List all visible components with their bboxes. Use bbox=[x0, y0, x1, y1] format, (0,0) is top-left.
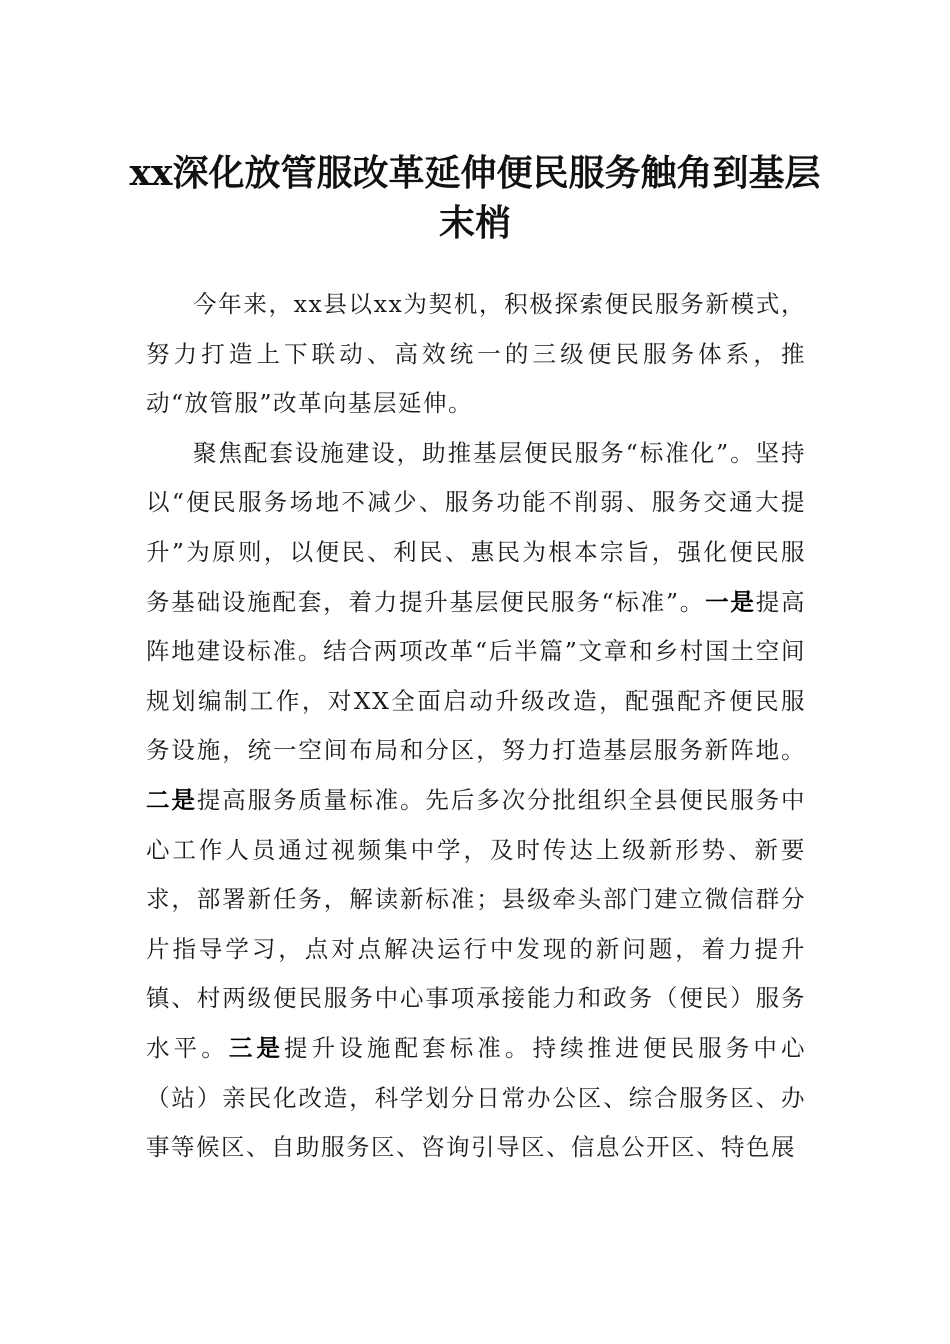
paragraph-standardization bbox=[146, 429, 806, 1173]
document-title: xx深化放管服改革延伸便民服务触角到基层末梢 bbox=[129, 152, 821, 244]
document-body bbox=[146, 280, 806, 1173]
emphasis-first: 一是 bbox=[705, 587, 756, 616]
paragraph-intro bbox=[146, 280, 806, 429]
paragraph-text: 聚焦配套设施建设，助推基层便民服务“标准化”。坚持以“便民服务场地不减少、服务功能不削弱、服务交通大提升”为原则，以便民、利民、惠民为根本宗旨，强化便民服务基础设施配套，着力提升基层便民服务“标准”。 bbox=[146, 438, 806, 616]
paragraph-text: 提高阵地建设标准。结合两项改革“后半篇”文章和乡村国土空间规划编制工作，对XX全面启动升级改造，配强配齐便民服务设施，统一空间布局和分区，努力打造基层服务新阵地。 bbox=[146, 587, 807, 765]
emphasis-second: 二是 bbox=[146, 785, 197, 814]
paragraph-text: 提升设施配套标准。持续推进便民服务中心（站）亲民化改造，科学划分日常办公区、综合服务区、办事等候区、自助服务区、咨询引导区、信息公开区、特色展 bbox=[146, 1033, 807, 1162]
paragraph-text: 今年来，xx县以xx为契机，积极探索便民服务新模式，努力打造上下联动、高效统一的三级便民服务体系，推动“放管服”改革向基层延伸。 bbox=[146, 290, 806, 418]
paragraph-text: 提高服务质量标准。先后多次分批组织全县便民服务中心工作人员通过视频集中学，及时传达上级新形势、新要求，部署新任务，解读新标准；县级牵头部门建立微信群分片指导学习，点对点解决运行中发现的新问题，着力提升镇、村两级便民服务中心事项承接能力和政务（便民）服务水平。 bbox=[146, 785, 807, 1062]
emphasis-third: 三是 bbox=[228, 1033, 285, 1062]
